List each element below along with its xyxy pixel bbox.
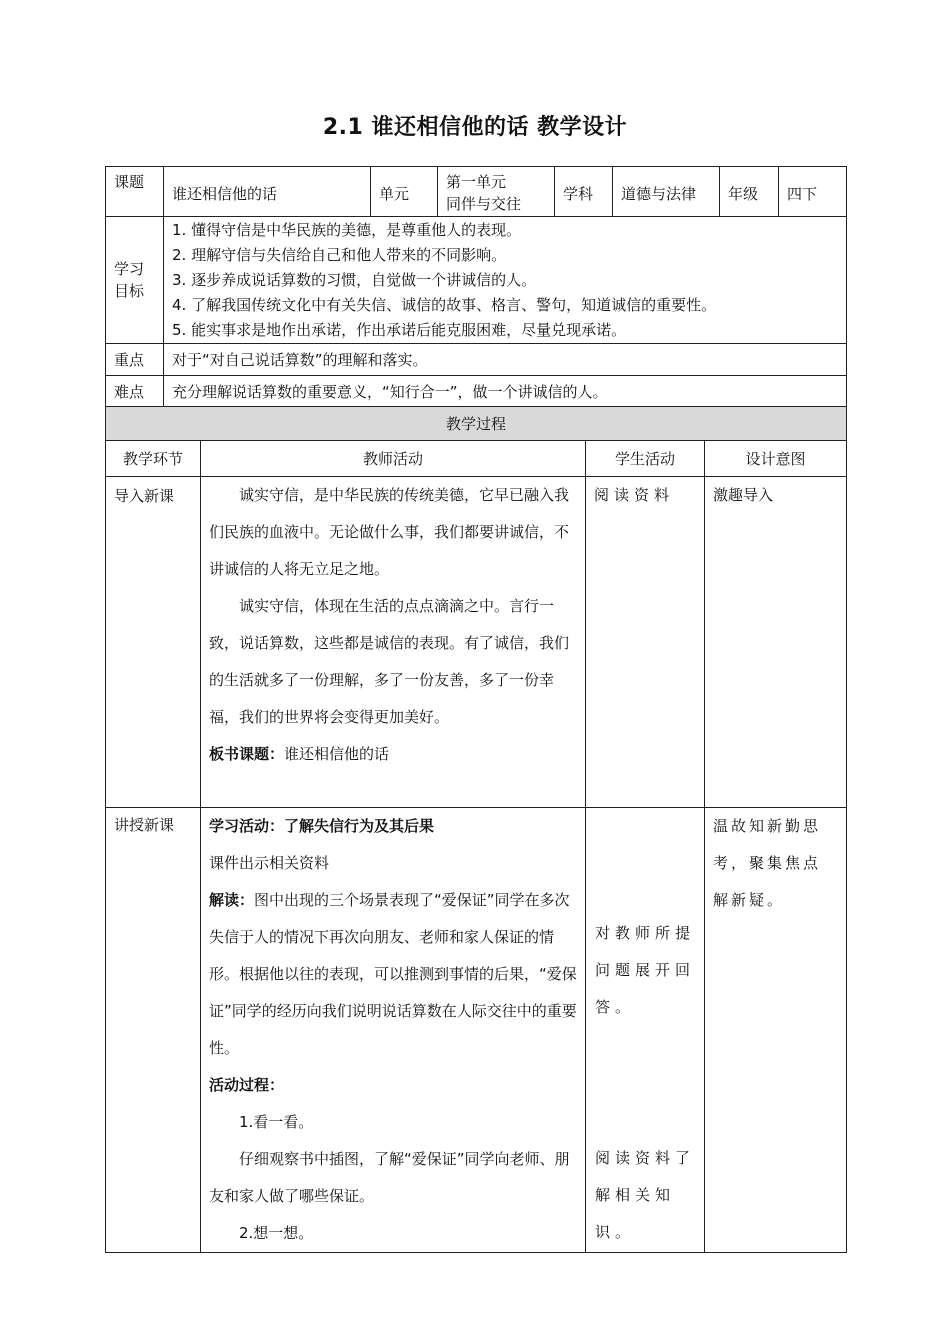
intro-design-intent: 激趣导入: [705, 477, 847, 808]
step-one: 1.看一看。: [239, 1113, 314, 1131]
intro-student-activity: 阅读资料: [586, 477, 705, 808]
step-two: 2.想一想。: [239, 1224, 314, 1242]
key-point-text: 对于“对自己说话算数”的理解和落实。: [164, 344, 847, 376]
board-topic-text: 谁还相信他的话: [284, 745, 390, 763]
column-header: 教学环节: [106, 441, 201, 477]
interpretation: [209, 882, 577, 1067]
goals-label-line2: 目标: [114, 282, 145, 300]
topic-value: 谁还相信他的话: [164, 167, 371, 217]
intro-teacher-activity: [201, 477, 586, 808]
goal-item: 4. 了解我国传统文化中有关失信、诚信的故事、格言、警句，知道诚信的重要性。: [172, 296, 717, 314]
lesson-design-intent: 温故知新勤思考，聚集焦点解新疑。: [705, 808, 847, 1253]
lesson-info-table: [105, 166, 847, 408]
key-point-label: 重点: [106, 344, 164, 376]
lesson-stage: 讲授新课: [106, 808, 201, 1253]
subject-value: 道德与法律: [613, 167, 720, 217]
difficulty-label: 难点: [106, 376, 164, 408]
teaching-process-table: [105, 406, 847, 1253]
subject-label: 学科: [555, 167, 613, 217]
courseware-note: 课件出示相关资料: [209, 854, 330, 872]
goal-item: 5. 能实事求是地作出承诺，作出承诺后能克服困难，尽量兑现承诺。: [172, 321, 627, 339]
student-answer-note: 对教师所提问题展开回答。: [595, 924, 696, 1016]
column-header: 学生活动: [586, 441, 705, 477]
goal-item: 2. 理解守信与失信给自己和他人带来的不同影响。: [172, 246, 507, 264]
unit-value-line1: 第一单元: [446, 173, 507, 191]
goals-label-line1: 学习: [114, 260, 145, 278]
lesson-teacher-activity: [201, 808, 586, 1253]
step-one-text: 仔细观察书中插图，了解“爱保证”同学向老师、朋友和家人做了哪些保证。: [209, 1150, 570, 1205]
column-header: 设计意图: [705, 441, 847, 477]
unit-label: 单元: [371, 167, 438, 217]
lesson-student-activity: [586, 808, 705, 1253]
interpretation-label: 解读：: [209, 891, 255, 909]
goal-item: 1. 懂得守信是中华民族的美德，是尊重他人的表现。: [172, 221, 522, 239]
intro-stage: 导入新课: [106, 477, 201, 808]
process-heading: 教学过程: [106, 407, 847, 441]
interpretation-text: 图中出现的三个场景表现了“爱保证”同学在多次失信于人的情况下再次向朋友、老师和家人保证的情形。根据他以往的表现，可以推测到事情的后果，“爱保证”同学的经历向我们说明说话算数在人际交往中的重要性。: [209, 891, 577, 1057]
board-topic-label: 板书课题：: [209, 745, 285, 763]
grade-label: 年级: [720, 167, 779, 217]
student-reading-note: 阅读资料了解相关知识。: [595, 1149, 696, 1241]
board-topic: [209, 736, 577, 773]
goals-label: [106, 217, 164, 344]
activity-title: 学习活动：了解失信行为及其后果: [209, 817, 435, 835]
goal-item: 3. 逐步养成说话算数的习惯，自觉做一个讲诚信的人。: [172, 271, 537, 289]
intro-paragraph: 诚实守信，是中华民族的传统美德，它早已融入我们民族的血液中。无论做什么事，我们都要讲诚信，不讲诚信的人将无立足之地。: [209, 486, 570, 578]
goals-list: [164, 217, 847, 344]
page-title: 2.1 谁还相信他的话 教学设计: [322, 115, 628, 140]
grade-value: 四下: [779, 167, 847, 217]
topic-label: 课题: [106, 167, 164, 217]
difficulty-text: 充分理解说话算数的重要意义，“知行合一”，做一个讲诚信的人。: [164, 376, 847, 408]
unit-value: [438, 167, 555, 217]
process-label: 活动过程：: [209, 1076, 285, 1094]
intro-paragraph: 诚实守信，体现在生活的点点滴滴之中。言行一致，说话算数，这些都是诚信的表现。有了诚信，我们的生活就多了一份理解，多了一份友善，多了一份幸福，我们的世界将会变得更加美好。: [209, 597, 570, 726]
column-header: 教师活动: [201, 441, 586, 477]
unit-value-line2: 同伴与交往: [446, 195, 522, 213]
